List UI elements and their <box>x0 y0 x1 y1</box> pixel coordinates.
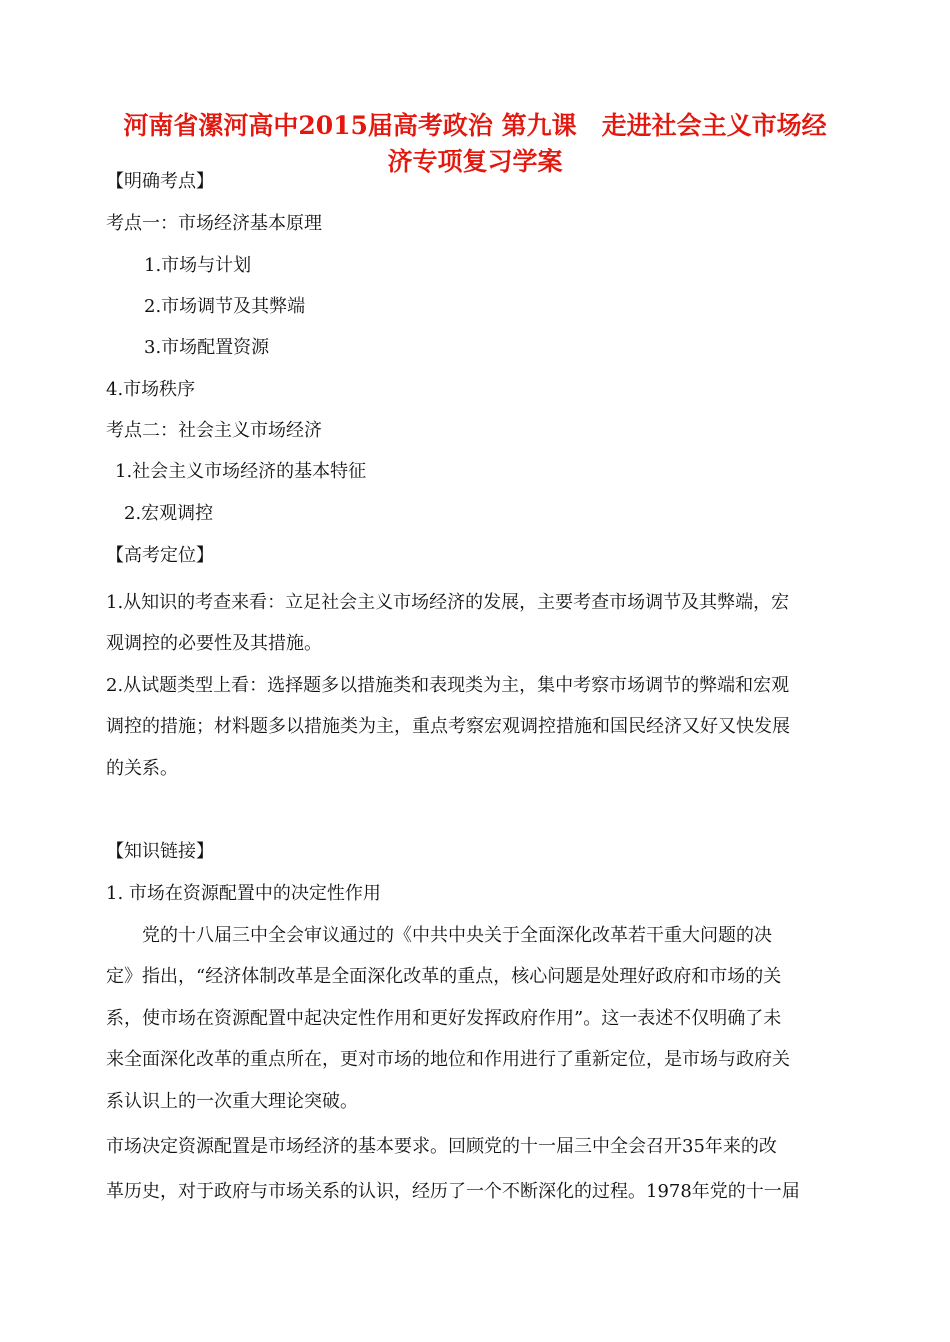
section-heading-knowledge-links: 【知识链接】 <box>106 841 214 862</box>
exam-point-2-item: 2.宏观调控 <box>124 503 214 524</box>
section-heading-exam-points: 【明确考点】 <box>106 171 214 192</box>
section-heading-exam-positioning: 【高考定位】 <box>106 545 214 566</box>
text-line: 革历史，对于政府与市场关系的认识，经历了一个不断深化的过程。1978年党的十一届 <box>106 1181 800 1202</box>
exam-point-1-item: 3.市场配置资源 <box>144 337 270 358</box>
title-line-1: 河南省漯河高中2015届高考政治 第九课 走进社会主义市场经 <box>123 111 827 140</box>
exam-point-1-item: 2.市场调节及其弊端 <box>144 296 306 317</box>
exam-point-2-item: 1.社会主义市场经济的基本特征 <box>115 461 367 482</box>
text-line: 1.从知识的考查来看：立足社会主义市场经济的发展，主要考查市场调节及其弊端，宏 <box>106 592 790 613</box>
text-line: 调控的措施；材料题多以措施类为主，重点考察宏观调控措施和国民经济又好又快发展 <box>106 716 790 738</box>
text-line: 系，使市场在资源配置中起决定性作用和更好发挥政府作用”。这一表述不仅明确了未 <box>106 1007 782 1029</box>
positioning-paragraph-2 <box>106 665 846 789</box>
text-line: 党的十八届三中全会审议通过的《中共中央关于全面深化改革若干重大问题的决 <box>106 925 772 946</box>
exam-point-1: 考点一：市场经济基本原理 <box>106 213 322 234</box>
exam-point-1-item: 1.市场与计划 <box>144 255 252 276</box>
text-line: 定》指出，“经济体制改革是全面深化改革的重点，核心问题是处理好政府和市场的关 <box>106 966 782 988</box>
knowledge-paragraph-2 <box>106 1124 846 1214</box>
title-line-2: 济专项复习学案 <box>387 147 563 176</box>
text-line: 系认识上的一次重大理论突破。 <box>106 1090 358 1112</box>
knowledge-paragraph-1 <box>106 915 846 1122</box>
exam-point-2: 考点二：社会主义市场经济 <box>106 420 322 441</box>
knowledge-link-title: 1. 市场在资源配置中的决定性作用 <box>106 883 381 904</box>
text-line: 2.从试题类型上看：选择题多以措施类和表现类为主，集中考察市场调节的弊端和宏观 <box>106 675 790 696</box>
text-line: 的关系。 <box>106 757 178 779</box>
positioning-paragraph-1 <box>106 582 846 665</box>
text-line: 来全面深化改革的重点所在，更对市场的地位和作用进行了重新定位，是市场与政府关 <box>106 1049 790 1071</box>
text-line: 市场决定资源配置是市场经济的基本要求。回顾党的十一届三中全会召开35年来的改 <box>106 1136 777 1157</box>
text-line: 观调控的必要性及其措施。 <box>106 633 322 655</box>
exam-point-1-item: 4.市场秩序 <box>106 379 196 400</box>
